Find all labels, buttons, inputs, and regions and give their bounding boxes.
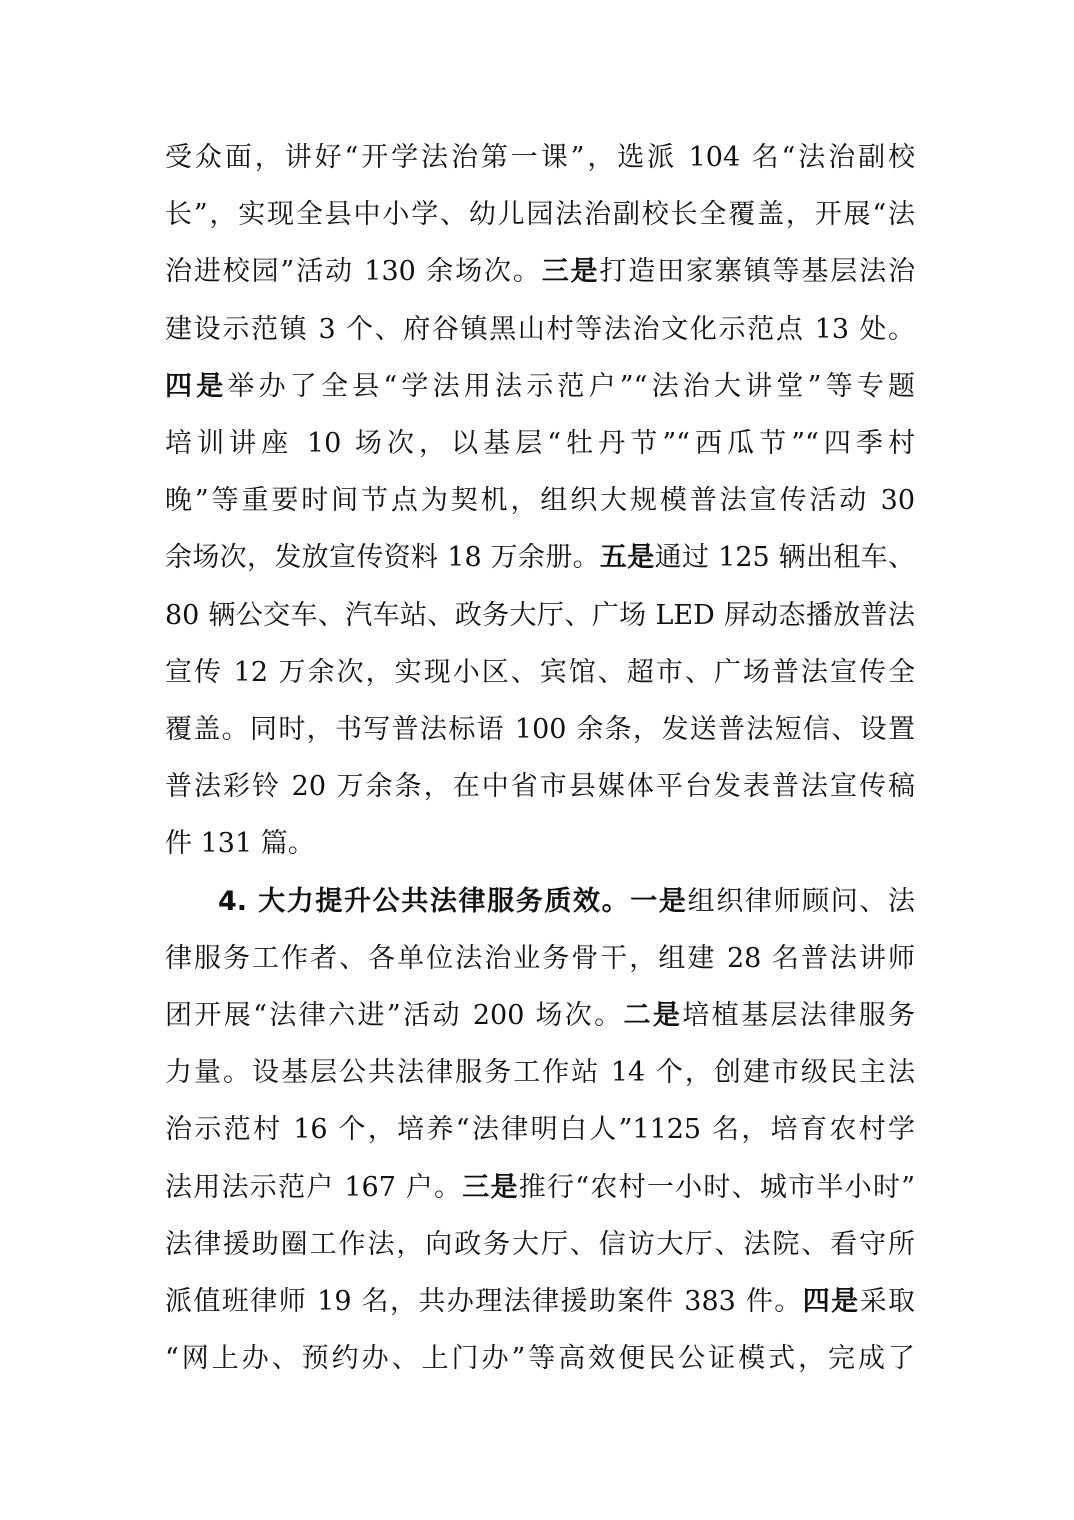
text-line bbox=[165, 538, 915, 578]
text-run: 组织律师顾问、法 bbox=[687, 886, 915, 917]
text-line bbox=[165, 939, 915, 979]
text-line bbox=[165, 481, 915, 521]
text-run: 培植基层法律服务 bbox=[682, 1000, 915, 1031]
text-run: 法律援助圈工作法，向政务大厅、信访大厅、法院、看守所 bbox=[165, 1229, 915, 1260]
bold-run: 四是 bbox=[802, 1286, 860, 1317]
text-line bbox=[165, 1110, 915, 1150]
text-run: 推行“农村一小时、城市半小时” bbox=[518, 1172, 915, 1203]
bold-run: 三是 bbox=[462, 1172, 519, 1203]
text-line bbox=[165, 1282, 915, 1322]
text-line bbox=[165, 596, 915, 636]
text-run: “网上办、预约办、上门办”等高效便民公证模式，完成了 bbox=[165, 1343, 915, 1374]
text-run: 举办了全县“学法用法示范户”“法治大讲堂”等专题 bbox=[227, 371, 915, 402]
text-run: 律服务工作者、各单位法治业务骨干，组建 28 名普法讲师 bbox=[165, 943, 915, 974]
text-run: 件 131 篇。 bbox=[165, 828, 315, 859]
text-line bbox=[165, 824, 915, 864]
text-line bbox=[165, 996, 915, 1036]
bold-run: 二是 bbox=[623, 1000, 683, 1031]
text-line bbox=[165, 252, 915, 292]
text-run: 通过 125 辆出租车、 bbox=[654, 542, 915, 573]
text-run: 治进校园”活动 130 余场次。 bbox=[165, 256, 542, 287]
bold-run: 五是 bbox=[599, 542, 655, 573]
text-line bbox=[165, 767, 915, 807]
text-run: 建设示范镇 3 个、府谷镇黑山村等法治文化示范点 13 处。 bbox=[165, 314, 915, 345]
text-run: 法用法示范户 167 户。 bbox=[165, 1172, 463, 1203]
text-run: 治示范村 16 个，培养“法律明白人”1125 名，培育农村学 bbox=[165, 1114, 915, 1145]
text-run: 覆盖。同时，书写普法标语 100 余条，发送普法短信、设置 bbox=[165, 714, 915, 745]
bold-run: 四是 bbox=[165, 371, 228, 402]
text-run: 力量。设基层公共法律服务工作站 14 个，创建市级民主法 bbox=[165, 1057, 915, 1088]
text-line bbox=[165, 310, 915, 350]
text-run: 受众面，讲好“开学法治第一课”，选派 104 名“法治副校 bbox=[165, 142, 915, 173]
text-run: 打造田家寨镇等基层法治 bbox=[599, 256, 915, 287]
text-line bbox=[165, 710, 915, 750]
text-line bbox=[165, 195, 915, 235]
text-run: 团开展“法律六进”活动 200 场次。 bbox=[165, 1000, 624, 1031]
text-run: 培训讲座 10 场次，以基层“牡丹节”“西瓜节”“四季村 bbox=[165, 428, 915, 459]
bold-run: 4. 大力提升公共法律服务质效。一是 bbox=[218, 886, 688, 917]
text-run: 80 辆公交车、汽车站、政务大厅、广场 LED 屏动态播放普法 bbox=[165, 600, 915, 631]
text-line bbox=[165, 424, 915, 464]
text-run: 普法彩铃 20 万余条，在中省市县媒体平台发表普法宣传稿 bbox=[165, 771, 915, 802]
text-line bbox=[165, 1339, 915, 1379]
text-run: 余场次，发放宣传资料 18 万余册。 bbox=[165, 542, 600, 573]
text-line bbox=[165, 653, 915, 693]
text-line bbox=[165, 1168, 915, 1208]
text-line bbox=[218, 882, 915, 922]
text-line bbox=[165, 1225, 915, 1265]
text-run: 派值班律师 19 名，共办理法律援助案件 383 件。 bbox=[165, 1286, 803, 1317]
text-line bbox=[165, 367, 915, 407]
text-run: 长”，实现全县中小学、幼儿园法治副校长全覆盖，开展“法 bbox=[165, 199, 915, 230]
text-line bbox=[165, 1053, 915, 1093]
bold-run: 三是 bbox=[541, 256, 600, 287]
text-line bbox=[165, 138, 915, 178]
text-run: 采取 bbox=[859, 1286, 915, 1317]
text-run: 宣传 12 万余次，实现小区、宾馆、超市、广场普法宣传全 bbox=[165, 657, 915, 688]
text-run: 晚”等重要时间节点为契机，组织大规模普法宣传活动 30 bbox=[165, 485, 915, 516]
